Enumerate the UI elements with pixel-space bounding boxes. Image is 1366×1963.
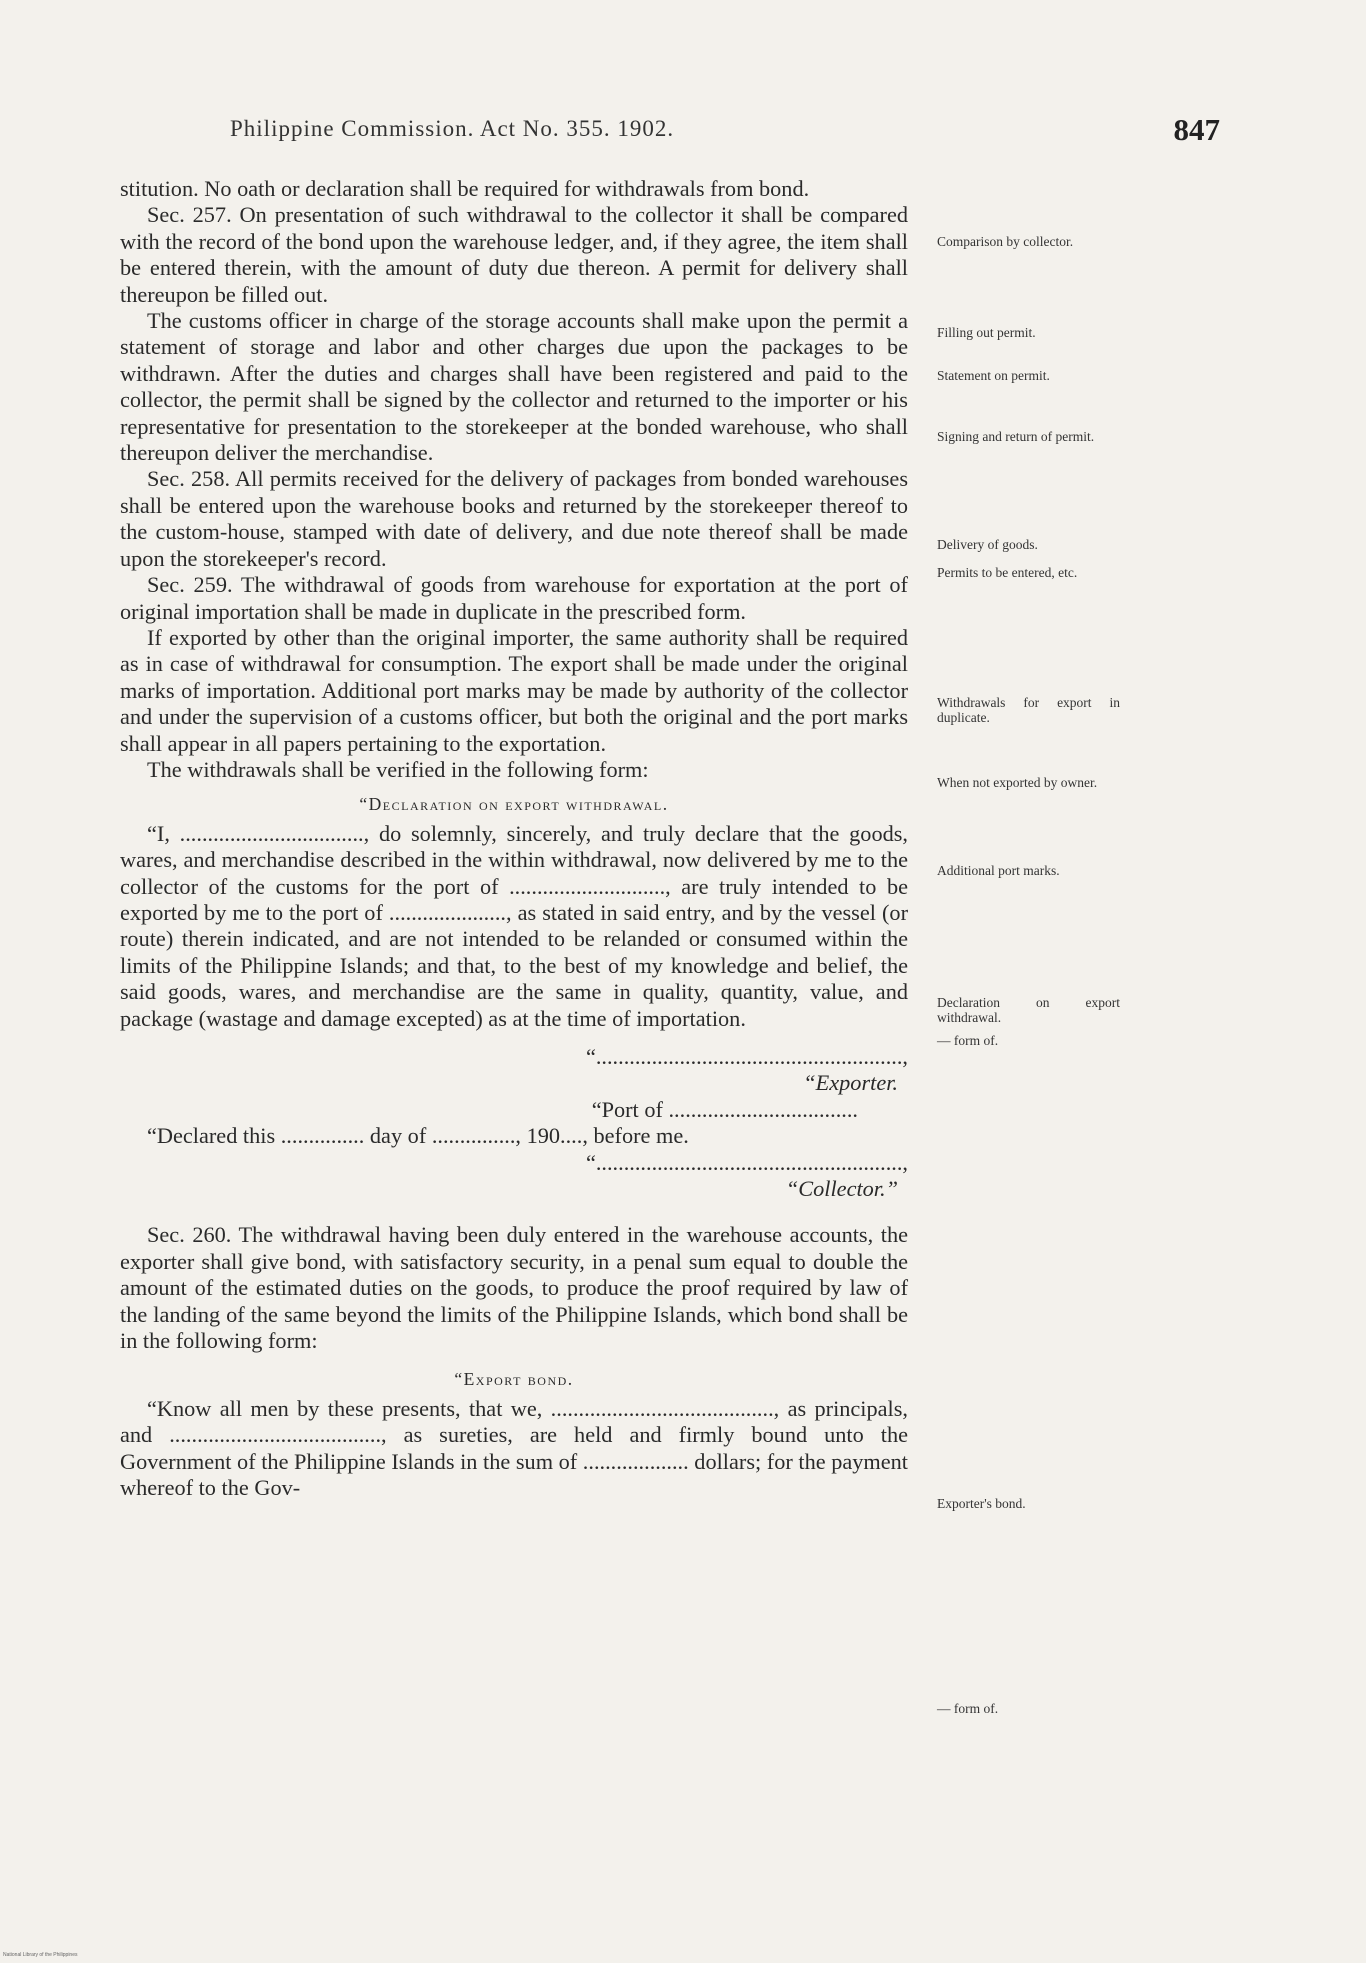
- body-text: [120, 176, 908, 1502]
- margin-note: — form of.: [937, 1033, 999, 1048]
- paragraph: The withdrawals shall be verified in the following form:: [147, 756, 649, 782]
- margin-note: Filling out permit.: [937, 325, 1036, 340]
- signature-line: “.......................................................,: [585, 1044, 908, 1069]
- section-259: Sec. 259. The withdrawal of goods from warehouse for exportation at the port of original importation shall be made in duplicate in the prescribed form.: [120, 572, 908, 624]
- margin-note: Withdrawals for export in duplicate.: [937, 695, 1120, 725]
- margin-note: Permits to be entered, etc.: [937, 565, 1078, 580]
- paragraph: If exported by other than the original importer, the same authority shall be required as in case of withdrawal for consumption. The export shall be made under the original marks of importation. Additional port marks may be made by authority of the collector and under the supervision of a customs officer, but both the original and the port marks shall appear in all papers pertaining to the exportation.: [120, 624, 908, 756]
- margin-note: Exporter's bond.: [937, 1496, 1026, 1511]
- form-heading: “Export bond.: [454, 1369, 574, 1390]
- section-257: Sec. 257. On presentation of such withdrawal to the collector it shall be compared with the record of the bond upon the warehouse ledger, and, if they agree, the item shall be entered therein, with the amount of duty due thereon. A permit for delivery shall thereupon be filled out.: [120, 202, 908, 307]
- declaration-form-text: “I, ................................., do solemnly, sincerely, and truly declare that the goods, wares, and merchandise described in the within withdrawal, now delivered by me to the collector of the customs for the port of ............................, are truly intended to be exported by me to the port of ....................., as stated in said entry, and by the vessel (or route) therein indicated, and are not intended to be relanded or consumed within the limits of the Philippine Islands; and that, to the best of my knowledge and belief, the said goods, wares, and merchandise are the same in quality, quantity, value, and package (wastage and damage excepted) as at the time of importation.: [120, 820, 908, 1031]
- page-header: [230, 112, 1220, 152]
- signature-line: “.......................................................,: [585, 1149, 908, 1175]
- margin-note: Declaration on export withdrawal.: [937, 995, 1120, 1025]
- footer-note: National Library of the Philippines: [3, 1952, 78, 1958]
- margin-note: When not exported by owner.: [937, 775, 1098, 790]
- margin-note: Delivery of goods.: [937, 537, 1038, 552]
- page-number: 847: [1173, 112, 1220, 147]
- running-head: Philippine Commission. Act No. 355. 1902.: [230, 116, 675, 141]
- section-260: Sec. 260. The withdrawal having been duly entered in the warehouse accounts, the exporter shall give bond, with satisfactory security, in a penal sum equal to double the amount of the estimated duties on the goods, to produce the proof required by law of the landing of the same beyond the limits of the Philippine Islands, which bond shall be in the following form:: [120, 1222, 908, 1354]
- margin-note: Additional port marks.: [937, 863, 1060, 878]
- section-258: Sec. 258. All permits received for the delivery of packages from bonded warehouses shall be entered upon the warehouse books and returned by the storekeeper thereof to the custom-house, stamped with date of delivery, and due note thereof shall be made upon the storekeeper's record.: [120, 466, 908, 571]
- signature-role: “Exporter.: [803, 1070, 898, 1096]
- margin-note: Signing and return of permit.: [937, 429, 1095, 444]
- margin-note: Comparison by collector.: [937, 234, 1074, 249]
- margin-note: Statement on permit.: [937, 368, 1050, 383]
- form-heading: “Declaration on export withdrawal.: [359, 794, 669, 815]
- export-bond-text: “Know all men by these presents, that we, ........................................, as principals, and ......................................, as sureties, are held and firmly bound unto the Government of the Philippine Islands in the sum of ................... dollars; for the payment whereof to the Gov-: [120, 1395, 908, 1501]
- margin-note: — form of.: [937, 1701, 999, 1716]
- signature-role: “Collector.”: [785, 1176, 898, 1202]
- paragraph: stitution. No oath or declaration shall be required for withdrawals from bond.: [120, 176, 810, 201]
- paragraph: The customs officer in charge of the storage accounts shall make upon the permit a statement of storage and labor and other charges due upon the packages to be withdrawn. After the duties and charges shall have been registered and paid to the collector, the permit shall be signed by the collector and returned to the importer or his representative for presentation to the storekeeper at the bonded warehouse, who shall thereupon deliver the merchandise.: [120, 308, 908, 466]
- declared-line: “Declared this ............... day of ..............., 190...., before me.: [147, 1123, 689, 1149]
- port-line: “Port of ..................................: [591, 1096, 858, 1122]
